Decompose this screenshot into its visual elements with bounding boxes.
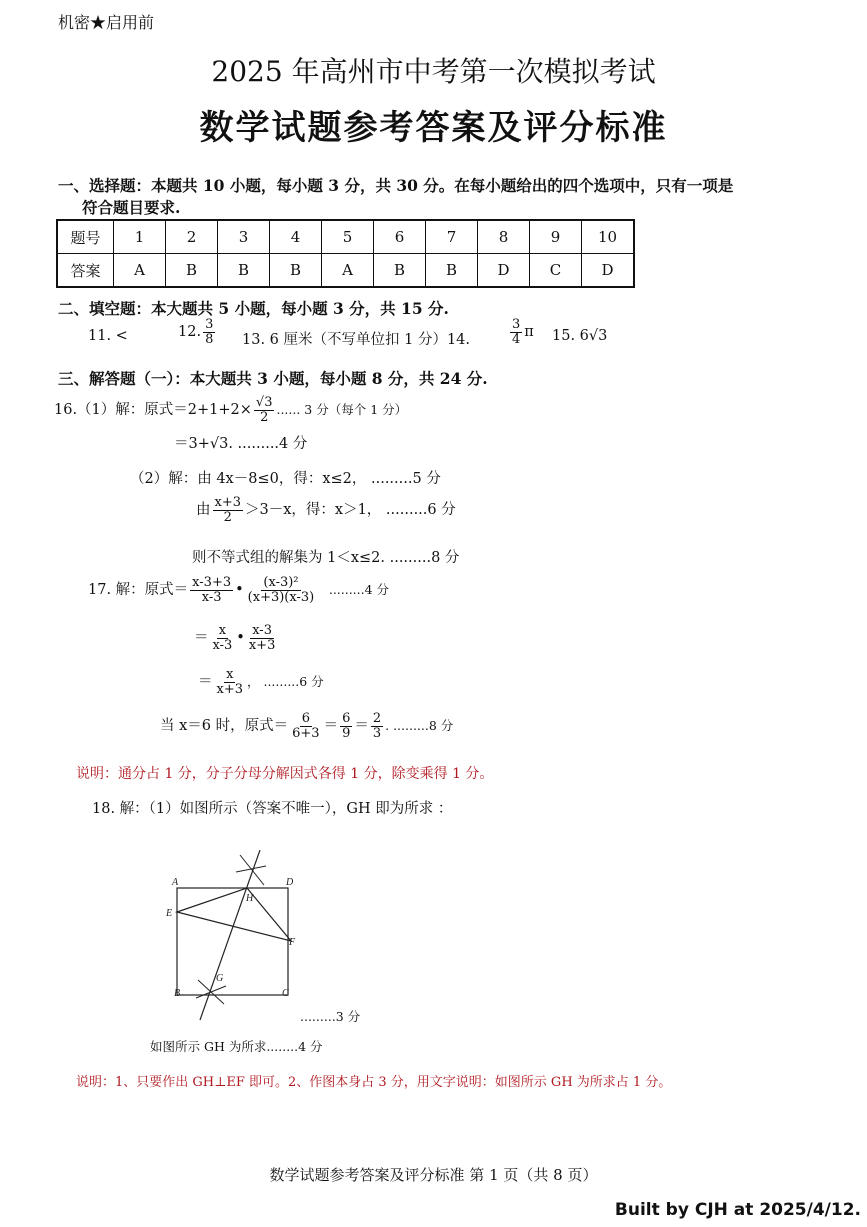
answer-table	[56, 219, 635, 288]
numerator: x	[226, 667, 234, 682]
question-number: 2	[166, 220, 218, 254]
fraction	[510, 318, 522, 346]
answer-cell: C	[530, 254, 582, 288]
question-number: 1	[114, 220, 166, 254]
answer-12-prefix: 12.	[178, 324, 202, 341]
mul-dot: •	[235, 582, 244, 599]
q16-score: ...... 3 分（每个 1 分）	[276, 402, 408, 418]
numerator: (x-3)²	[263, 575, 299, 590]
answer-cell: A	[114, 254, 166, 288]
q16-ineq: ＞3－x，得：x＞1， .........6 分	[245, 502, 456, 519]
question-number: 7	[426, 220, 478, 254]
label-f: F	[289, 937, 296, 948]
answer-14	[508, 318, 534, 346]
numerator: 3	[205, 317, 214, 332]
answer-cell: D	[582, 254, 635, 288]
numerator: 6	[342, 711, 351, 726]
mul-dot: •	[236, 630, 245, 647]
q17-line1	[88, 576, 389, 604]
build-stamp: Built by CJH at 2025/4/12.	[614, 1200, 861, 1220]
label-a: A	[172, 877, 179, 888]
row-label: 答案	[57, 254, 114, 288]
question-number: 5	[322, 220, 374, 254]
question-number: 6	[374, 220, 426, 254]
answer-cell: B	[218, 254, 270, 288]
answer-cell: B	[374, 254, 426, 288]
table-row-numbers	[57, 220, 634, 254]
q16-part2-line1: （2）解：由 4x－8≤0，得：x≤2， .........5 分	[130, 471, 441, 487]
label-b: B	[174, 988, 181, 999]
denominator: 2	[223, 509, 232, 525]
fraction	[290, 712, 321, 740]
page-footer: 数学试题参考答案及评分标准 第 1 页（共 8 页）	[269, 1166, 598, 1184]
numerator: 6	[301, 711, 310, 726]
numerator: 3	[512, 317, 521, 332]
section2-heading: 二、填空题：本大题共 5 小题，每小题 3 分，共 15 分.	[58, 299, 449, 318]
section3-heading: 三、解答题（一）：本大题共 3 小题，每小题 8 分，共 24 分.	[58, 369, 488, 388]
label-h: H	[246, 893, 254, 904]
fraction	[254, 396, 275, 424]
numerator: x+3	[214, 495, 241, 510]
answer-cell: B	[270, 254, 322, 288]
label-d: D	[286, 877, 294, 888]
square-abcd	[177, 888, 288, 995]
numerator: x-3	[252, 623, 272, 638]
label-e: E	[166, 908, 173, 919]
q16-part1-line2: ＝3+√3. .........4 分	[174, 436, 308, 452]
denominator: (x+3)(x-3)	[247, 589, 315, 605]
fraction	[213, 496, 244, 524]
answer-cell: D	[478, 254, 530, 288]
label-g: G	[216, 973, 224, 984]
answer-cell: A	[322, 254, 374, 288]
exam-title: 2025 年高州市中考第一次模拟考试	[211, 55, 656, 88]
denominator: 9	[342, 725, 351, 741]
note-q18: 说明：1、只要作出 GH⊥EF 即可。2、作图本身占 3 分，用文字说明：如图所示 GH 为所求占 1 分。	[76, 1075, 672, 1090]
q17-eval: 当 x＝6 时，原式＝	[160, 718, 289, 735]
document-title: 数学试题参考答案及评分标准	[199, 108, 668, 148]
fraction	[203, 318, 215, 346]
q18-caption: 如图所示 GH 为所求........4 分	[150, 1039, 323, 1054]
denominator: 4	[512, 331, 521, 347]
numerator: x	[218, 623, 227, 638]
question-number: 9	[530, 220, 582, 254]
section1-heading-cont: 符合题目要求.	[82, 198, 181, 217]
q16-part2-line2	[196, 496, 456, 524]
q16-part2-line3: 则不等式组的解集为 1＜x≤2. .........8 分	[192, 550, 460, 566]
numerator: √3	[255, 395, 273, 410]
note-q17: 说明：通分占 1 分，分子分母分解因式各得 1 分，除变乘得 1 分。	[76, 766, 494, 782]
row-label: 题号	[57, 220, 114, 254]
denominator: x+3	[248, 637, 276, 653]
label-c: C	[282, 988, 289, 999]
denominator: x-3	[201, 589, 222, 605]
q17-score: .........4 分	[328, 582, 390, 598]
denominator: x+3	[216, 681, 243, 697]
fraction	[371, 712, 383, 740]
pi-symbol: π	[524, 324, 534, 341]
answer-cell: B	[426, 254, 478, 288]
q16-prefix: 由	[196, 502, 211, 519]
denominator: x-3	[212, 637, 233, 653]
fraction	[215, 668, 246, 696]
fraction	[211, 624, 235, 652]
table-row-answers	[57, 254, 634, 288]
denominator: 8	[205, 331, 214, 347]
question-number: 8	[478, 220, 530, 254]
q17-score: ， .........6 分	[247, 674, 324, 690]
q17-line3	[198, 668, 324, 696]
denominator: 3	[372, 725, 382, 741]
confidential-label: 机密★启用前	[58, 13, 155, 32]
answer-15: 15. 6√3	[552, 328, 608, 344]
q18-line: 18. 解：（1）如图所示（答案不唯一），GH 即为所求 ：	[92, 801, 453, 817]
question-number: 10	[582, 220, 635, 254]
denominator: 6+3	[292, 725, 320, 741]
equals: ＝	[194, 630, 209, 647]
q17-expr: 17. 解：原式＝	[88, 582, 189, 599]
fraction	[247, 624, 278, 652]
answer-12	[178, 318, 217, 346]
equals: ＝	[198, 674, 213, 691]
numerator: x-3+3	[192, 575, 232, 590]
arc-mark	[236, 866, 266, 872]
geometry-figure	[160, 850, 310, 1025]
fraction	[246, 576, 317, 604]
answer-13: 13. 6 厘米（不写单位扣 1 分）14.	[242, 332, 471, 348]
question-number: 4	[270, 220, 322, 254]
denominator: 2	[260, 409, 269, 425]
q16-part1-line1	[54, 396, 407, 424]
triangle-ehf	[177, 888, 291, 941]
fraction	[190, 576, 233, 604]
fraction	[340, 712, 352, 740]
q17-line4: 当 x＝6 时，原式＝ $\frac{6}{6+3}$ ＝ $\frac{6}{9}$ ＝ $\frac{2}{3}$ . .........8 分	[160, 711, 454, 741]
answer-11: 11. <	[88, 328, 128, 344]
q17-score: . .........8 分	[385, 718, 454, 734]
question-number: 3	[218, 220, 270, 254]
q17-line2	[194, 624, 279, 652]
answer-cell: B	[166, 254, 218, 288]
numerator: 2	[372, 711, 382, 726]
q18-score: .........3 分	[300, 1009, 361, 1024]
q16-expr: 16.（1）解：原式＝2+1+2×	[54, 402, 252, 419]
section1-heading: 一、选择题：本题共 10 小题，每小题 3 分，共 30 分。在每小题给出的四个选项中，只有一项是	[58, 176, 734, 195]
